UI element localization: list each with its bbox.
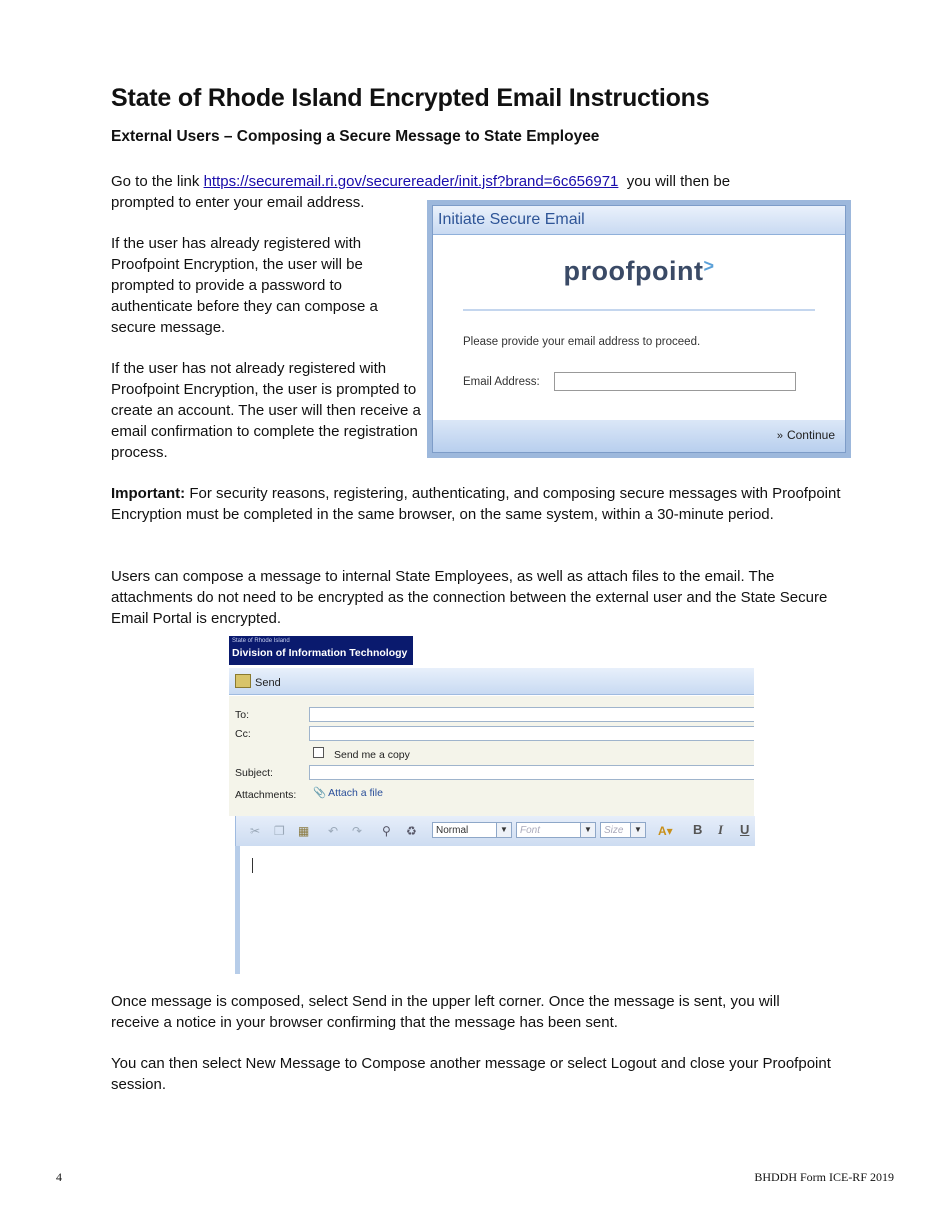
registered-paragraph: If the user has already registered with Proofpoint Encryption, the user will be prompted to provide a password to authenticate before they can compose a secure message. bbox=[111, 235, 378, 336]
send-paragraph: Once message is composed, select Send in the upper left corner. Once the message is sent, you will receive a notice in your browser confirming that the message has been sent. bbox=[111, 993, 780, 1031]
proofpoint-header: Initiate Secure Email bbox=[433, 206, 845, 235]
font-placeholder: Font bbox=[520, 825, 541, 836]
intro-line2: prompted to enter your email address. bbox=[111, 194, 365, 211]
text-color-icon[interactable]: A▾ bbox=[658, 824, 673, 838]
font-dropdown-icon: ▼ bbox=[580, 823, 595, 837]
find-icon[interactable]: ⚲ bbox=[382, 824, 391, 838]
send-button[interactable] bbox=[235, 674, 281, 689]
important-text: For security reasons, registering, authenticating, and composing secure messages with Proofpoint Encryption must be completed in the same browser, on the same system, within a 30-minute period. bbox=[111, 485, 841, 523]
double-chevron-right-icon: » bbox=[776, 430, 783, 442]
bold-button[interactable]: B bbox=[693, 822, 703, 837]
important-paragraph bbox=[111, 483, 846, 525]
italic-button[interactable]: I bbox=[718, 822, 724, 837]
format-select[interactable] bbox=[432, 822, 512, 838]
copy-icon[interactable]: ❐ bbox=[274, 824, 285, 838]
cc-label: Cc: bbox=[235, 728, 251, 740]
form-id: BHDDH Form ICE-RF 2019 bbox=[754, 1170, 894, 1184]
paperclip-icon: 📎 bbox=[313, 787, 327, 799]
securemail-link[interactable]: https://securemail.ri.gov/securereader/init.jsf?brand=6c656971 bbox=[203, 173, 619, 190]
send-copy-label: Send me a copy bbox=[334, 749, 410, 761]
intro-suffix: you will then be bbox=[618, 173, 731, 190]
compose-action-bar bbox=[229, 668, 754, 695]
proofpoint-logo-mark: > bbox=[703, 256, 715, 276]
proofpoint-logo-text: proofpoint bbox=[563, 256, 704, 286]
attach-file-link[interactable] bbox=[313, 786, 383, 799]
send-copy-checkbox[interactable] bbox=[313, 747, 324, 758]
attachments-label: Attachments: bbox=[235, 789, 297, 801]
paste-icon[interactable]: ▦ bbox=[298, 824, 310, 838]
important-label: Important: bbox=[111, 485, 186, 502]
editor-toolbar bbox=[235, 816, 755, 846]
email-address-label: Email Address: bbox=[463, 376, 540, 388]
continue-button[interactable] bbox=[777, 428, 835, 442]
compose-form bbox=[229, 696, 754, 816]
section-subtitle: External Users – Composing a Secure Message to State Employee bbox=[111, 128, 600, 145]
underline-button[interactable]: U bbox=[740, 822, 750, 837]
doit-banner bbox=[229, 636, 413, 665]
attach-file-label: Attach a file bbox=[328, 787, 383, 799]
replace-icon[interactable]: ♻ bbox=[406, 824, 417, 838]
continue-label: Continue bbox=[786, 428, 835, 442]
email-address-input[interactable] bbox=[554, 372, 796, 391]
to-label: To: bbox=[235, 709, 250, 721]
size-dropdown-icon: ▼ bbox=[630, 823, 645, 837]
size-placeholder: Size bbox=[604, 825, 624, 836]
to-input[interactable] bbox=[309, 707, 754, 722]
intro-prefix: Go to the link bbox=[111, 173, 204, 190]
banner-state: State of Rhode Island bbox=[232, 638, 290, 644]
undo-icon[interactable]: ↶ bbox=[328, 824, 339, 838]
compose-screenshot bbox=[229, 636, 754, 974]
send-icon bbox=[235, 674, 251, 688]
compose-paragraph: Users can compose a message to internal State Employees, as well as attach files to the email. The attachments do not need to be encrypted as the connection between the external user and the State Secure Email Portal is encrypted. bbox=[111, 568, 828, 627]
message-body-editor[interactable] bbox=[235, 846, 754, 974]
logout-paragraph: You can then select New Message to Compose another message or select Logout and close your Proofpoint session. bbox=[111, 1055, 831, 1093]
proofpoint-logo bbox=[433, 256, 845, 287]
cut-icon[interactable]: ✂ bbox=[250, 824, 261, 838]
format-value: Normal bbox=[436, 825, 469, 836]
redo-icon[interactable]: ↷ bbox=[352, 824, 363, 838]
send-label: Send bbox=[255, 677, 281, 689]
subject-input[interactable] bbox=[309, 765, 754, 780]
proofpoint-prompt: Please provide your email address to proceed. bbox=[463, 336, 701, 348]
font-select[interactable] bbox=[516, 822, 596, 838]
proofpoint-divider bbox=[463, 309, 815, 311]
subject-label: Subject: bbox=[235, 767, 273, 779]
text-caret bbox=[252, 858, 253, 873]
page-title: State of Rhode Island Encrypted Email Instructions bbox=[111, 84, 710, 112]
proofpoint-screenshot bbox=[427, 200, 851, 458]
not-registered-paragraph: If the user has not already registered with Proofpoint Encryption, the user is prompted to create an account. The user will then receive a email confirmation to complete the registration process. bbox=[111, 360, 421, 461]
page-number: 4 bbox=[56, 1170, 62, 1184]
format-dropdown-icon: ▼ bbox=[496, 823, 511, 837]
proofpoint-footer bbox=[433, 420, 845, 452]
proofpoint-panel bbox=[432, 205, 846, 453]
size-select[interactable] bbox=[600, 822, 646, 838]
banner-division: Division of Information Technology bbox=[232, 647, 408, 659]
cc-input[interactable] bbox=[309, 726, 754, 741]
